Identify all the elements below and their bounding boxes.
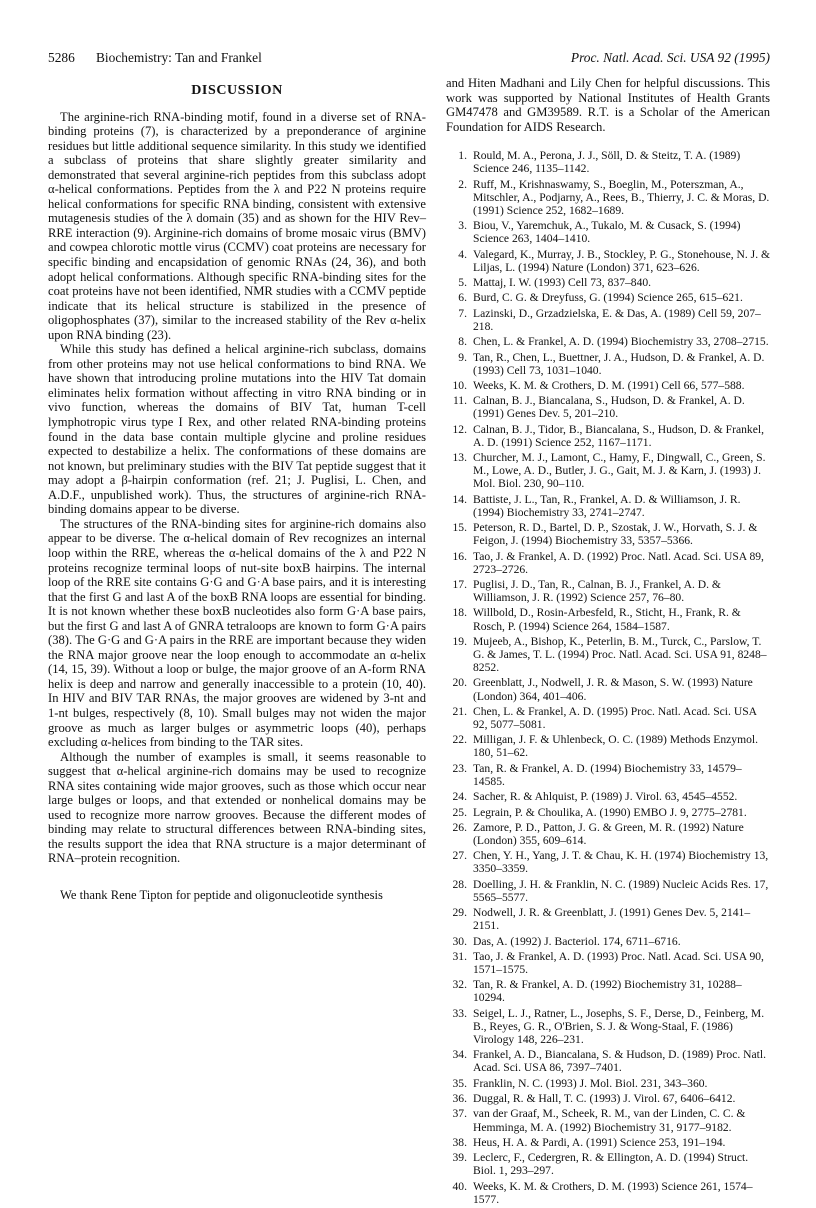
reference-number: 32. xyxy=(452,978,467,992)
reference-number: 28. xyxy=(452,877,467,891)
reference-number: 5. xyxy=(458,276,467,290)
reference-text: Churcher, M. J., Lamont, C., Hamy, F., Dingwall, C., Green, S. M., Lowe, A. D., Butler, J. G., Gait, M. J. & Karn, J. (1993) J. Mol. Biol. 230, 90–110. xyxy=(473,451,766,491)
reference-number: 30. xyxy=(452,934,467,948)
reference-item xyxy=(446,291,770,304)
reference-text: Mujeeb, A., Bishop, K., Peterlin, B. M., Turck, C., Parslow, T. G. & James, T. L. (1994) Proc. Natl. Acad. Sci. USA 91, 8248–8252. xyxy=(473,634,767,675)
reference-text: Willbold, D., Rosin-Arbesfeld, R., Sticht, H., Frank, R. & Rosch, P. (1994) Science 264, 1584–1587. xyxy=(473,606,741,633)
reference-item xyxy=(446,423,770,449)
discussion-paragraph: The structures of the RNA-binding sites for arginine-rich domains also appear to be diverse. The α-helical domain of Rev recognizes an internal loop within the RRE, whereas the α-helical domains of the λ and P22 N proteins recognize terminal loops of nut-site boxB hairpins. The internal loop of the RRE site contains G·G and G·A base pairs, and it is interesting that the first G and last A of the boxB RNA loops are essential for binding. It is not known whether these boxB nucleotides also form G·A base pairs, but the first G and last A of GNRA tetraloops are known to form G·A pairs (38). The G·G and G·A pairs in the RRE are important because they widen the RNA major groove near the loop enough to accommodate an α-helix (14, 15, 39). Without a loop or bulge, the major groove of an A-form RNA helix is deep and narrow and generally inaccessible to a protein (10, 40). In HIV and BIV TAR RNAs, the major grooves are widened by 3-nt and 1-nt bulges, respectively (8, 10). Small bulges may not widen the major groove as much as larger bulges or asymmetric loops (40), perhaps excluding α-helices from binding to the TAR sites. xyxy=(48,516,426,750)
reference-text: Puglisi, J. D., Tan, R., Calnan, B. J., Frankel, A. D. & Williamson, J. R. (1992) Science 257, 76–80. xyxy=(473,578,721,605)
reference-item xyxy=(446,606,770,632)
reference-item xyxy=(446,307,770,333)
reference-text: Tan, R., Chen, L., Buettner, J. A., Hudson, D. & Frankel, A. D. (1993) Cell 73, 1031–1040. xyxy=(473,350,765,377)
reference-number: 27. xyxy=(452,849,467,863)
reference-item xyxy=(446,1077,770,1090)
reference-number: 36. xyxy=(452,1092,467,1106)
page-number: 5286 xyxy=(48,50,75,65)
reference-number: 37. xyxy=(452,1107,467,1121)
reference-text: Sacher, R. & Ahlquist, P. (1989) J. Virol. 63, 4545–4552. xyxy=(473,790,738,804)
reference-item xyxy=(446,978,770,1004)
acknowledgment-continued: and Hiten Madhani and Lily Chen for helpful discussions. This work was supported by National Institutes of Health Grants GM47478 and GM39589. R.T. is a Scholar of the American Foundation for AIDS Research. xyxy=(446,76,770,134)
reference-text: Das, A. (1992) J. Bacteriol. 174, 6711–6716. xyxy=(473,934,681,948)
reference-item xyxy=(446,521,770,547)
reference-number: 16. xyxy=(452,549,467,563)
reference-text: Nodwell, J. R. & Greenblatt, J. (1991) Genes Dev. 5, 2141–2151. xyxy=(473,906,751,933)
reference-item xyxy=(446,149,770,175)
reference-item xyxy=(446,578,770,604)
reference-text: Milligan, J. F. & Uhlenbeck, O. C. (1989) Methods Enzymol. 180, 51–62. xyxy=(473,733,759,760)
reference-text: Legrain, P. & Choulika, A. (1990) EMBO J. 9, 2775–2781. xyxy=(473,805,747,819)
reference-number: 34. xyxy=(452,1048,467,1062)
reference-text: Calnan, B. J., Biancalana, S., Hudson, D. & Frankel, A. D. (1991) Genes Dev. 5, 201–210. xyxy=(473,394,745,421)
reference-text: Ruff, M., Krishnaswamy, S., Boeglin, M., Poterszman, A., Mitschler, A., Podjarny, A., Rees, B., Thierry, J. C. & Moras, D. (1991) Science 252, 1682–1689. xyxy=(473,177,770,217)
reference-number: 38. xyxy=(452,1135,467,1149)
reference-text: Chen, L. & Frankel, A. D. (1994) Biochemistry 33, 2708–2715. xyxy=(473,335,769,349)
reference-item xyxy=(446,550,770,576)
reference-item xyxy=(446,493,770,519)
reference-number: 20. xyxy=(452,676,467,690)
reference-text: Mattaj, I. W. (1993) Cell 73, 837–840. xyxy=(473,276,652,290)
reference-number: 13. xyxy=(452,451,467,465)
reference-text: Chen, L. & Frankel, A. D. (1995) Proc. Natl. Acad. Sci. USA 92, 5077–5081. xyxy=(473,704,757,731)
reference-number: 33. xyxy=(452,1006,467,1020)
reference-number: 35. xyxy=(452,1076,467,1090)
reference-text: Greenblatt, J., Nodwell, J. R. & Mason, S. W. (1993) Nature (London) 364, 401–406. xyxy=(473,676,753,703)
reference-item xyxy=(446,1092,770,1105)
reference-text: Valegard, K., Murray, J. B., Stockley, P. G., Stonehouse, N. J. & Liljas, L. (1994) Nature (London) 371, 623–626. xyxy=(473,247,771,274)
reference-item xyxy=(446,635,770,674)
reference-number: 17. xyxy=(452,578,467,591)
reference-number: 23. xyxy=(452,761,467,775)
discussion-paragraph: Although the number of examples is small, it seems reasonable to suggest that α-helical arginine-rich domains may be used to recognize RNA sites containing wide major grooves, such as those which occur near large bulges or loops, and that extended or nonhelical domains may be used to recognize more narrow grooves. Because the different modes of binding may relate to structural differences between RNA-binding sites, the results support the idea that RNA structure is a major determinant of RNA–protein recognition. xyxy=(48,749,426,866)
section-heading: DISCUSSION xyxy=(191,83,283,98)
reference-number: 19. xyxy=(452,634,467,648)
reference-item xyxy=(446,676,770,702)
reference-item xyxy=(446,806,770,819)
reference-item xyxy=(446,379,770,392)
reference-number: 10. xyxy=(452,378,467,392)
reference-number: 40. xyxy=(452,1179,467,1193)
reference-item xyxy=(446,906,770,932)
reference-text: Weeks, K. M. & Crothers, D. M. (1993) Science 261, 1574–1577. xyxy=(473,1179,753,1206)
reference-text: Peterson, R. D., Bartel, D. P., Szostak, J. W., Horvath, S. J. & Feigon, J. (1994) Biochemistry 33, 5357–5366. xyxy=(473,521,758,548)
reference-text: Chen, Y. H., Yang, J. T. & Chau, K. H. (1974) Biochemistry 13, 3350–3359. xyxy=(473,849,769,876)
reference-number: 12. xyxy=(452,422,467,436)
reference-item xyxy=(446,1180,770,1206)
reference-number: 6. xyxy=(458,291,467,305)
reference-text: Leclerc, F., Cedergren, R. & Ellington, A. D. (1994) Struct. Biol. 1, 293–297. xyxy=(473,1151,749,1178)
page-header xyxy=(48,50,770,68)
reference-text: Tan, R. & Frankel, A. D. (1992) Biochemistry 31, 10288–10294. xyxy=(473,978,742,1005)
reference-item xyxy=(446,849,770,875)
reference-text: Tao, J. & Frankel, A. D. (1993) Proc. Natl. Acad. Sci. USA 90, 1571–1575. xyxy=(473,949,764,977)
reference-text: Heus, H. A. & Pardi, A. (1991) Science 253, 191–194. xyxy=(473,1135,726,1149)
reference-number: 4. xyxy=(458,247,467,261)
reference-number: 8. xyxy=(458,335,467,349)
reference-list xyxy=(446,149,770,1206)
reference-item xyxy=(446,1007,770,1046)
reference-number: 9. xyxy=(458,350,467,364)
reference-number: 24. xyxy=(452,790,467,804)
reference-item xyxy=(446,451,770,490)
reference-number: 39. xyxy=(452,1151,467,1165)
reference-item xyxy=(446,335,770,348)
reference-item xyxy=(446,394,770,420)
reference-number: 31. xyxy=(452,949,467,963)
reference-number: 29. xyxy=(452,906,467,920)
reference-number: 22. xyxy=(452,733,467,747)
reference-item xyxy=(446,1107,770,1133)
reference-item xyxy=(446,705,770,731)
reference-item xyxy=(446,950,770,976)
reference-number: 3. xyxy=(458,219,467,233)
left-column xyxy=(48,84,426,903)
reference-item xyxy=(446,178,770,217)
acknowledgment-start: We thank Rene Tipton for peptide and oligonucleotide synthesis xyxy=(60,887,383,902)
reference-number: 26. xyxy=(452,820,467,834)
reference-item xyxy=(446,878,770,904)
reference-item xyxy=(446,762,770,788)
reference-text: Biou, V., Yaremchuk, A., Tukalo, M. & Cusack, S. (1994) Science 263, 1404–1410. xyxy=(473,219,741,246)
reference-text: Rould, M. A., Perona, J. J., Söll, D. & Steitz, T. A. (1989) Science 246, 1135–1142. xyxy=(473,149,741,176)
reference-item xyxy=(446,1151,770,1177)
reference-number: 14. xyxy=(452,492,467,506)
discussion-paragraph: The arginine-rich RNA-binding motif, found in a diverse set of RNA-binding proteins (7), is characterized by a preponderance of arginine residues but little additional sequence similarity. In this study we identified a subclass of proteins that share slightly greater similarity and demonstrated that several arginine-rich peptides from this subclass adopt α-helical conformations. Peptides from the λ and P22 N proteins require helical conformations for specific RNA binding, consistent with extensive mutagenesis studies of the λ domain (35) and as shown for the HIV Rev–RRE interaction (9). Arginine-rich domains of brome mosaic virus (BMV) and cowpea chlorotic mottle virus (CCMV) coat proteins are necessary for specific binding and encapsidation of genomic RNAs (24, 36), and both adopt helical conformations. Although specific RNA-binding sites for the coat proteins have not been identified, NMR studies with a CCMV peptide indicate that its helical structure is stabilized in the presence of oligophosphates (37), similar to the increased stability of the Rev α-helix upon RNA binding (23). xyxy=(48,109,426,342)
reference-text: Lazinski, D., Grzadzielska, E. & Das, A. (1989) Cell 59, 207–218. xyxy=(473,306,761,333)
reference-text: Tao, J. & Frankel, A. D. (1992) Proc. Natl. Acad. Sci. USA 89, 2723–2726. xyxy=(473,549,764,576)
reference-item xyxy=(446,790,770,803)
reference-number: 15. xyxy=(452,521,467,535)
reference-number: 7. xyxy=(458,306,467,320)
reference-item xyxy=(446,276,770,289)
reference-text: Frankel, A. D., Biancalana, S. & Hudson, D. (1989) Proc. Natl. Acad. Sci. USA 86, 7397–7401. xyxy=(473,1048,767,1075)
reference-text: Burd, C. G. & Dreyfuss, G. (1994) Science 265, 615–621. xyxy=(473,291,743,305)
reference-item xyxy=(446,219,770,245)
reference-item xyxy=(446,351,770,377)
reference-text: Zamore, P. D., Patton, J. G. & Green, M. R. (1992) Nature (London) 355, 609–614. xyxy=(473,820,744,847)
reference-text: Doelling, J. H. & Franklin, N. C. (1989) Nucleic Acids Res. 17, 5565–5577. xyxy=(473,877,769,904)
reference-text: Weeks, K. M. & Crothers, D. M. (1991) Cell 66, 577–588. xyxy=(473,378,745,392)
reference-item xyxy=(446,1048,770,1074)
reference-number: 18. xyxy=(452,606,467,620)
reference-number: 25. xyxy=(452,805,467,819)
reference-text: Battiste, J. L., Tan, R., Frankel, A. D. & Williamson, J. R. (1994) Biochemistry 33, 2741–2747. xyxy=(473,492,741,519)
reference-item xyxy=(446,821,770,847)
reference-number: 11. xyxy=(452,394,467,408)
running-head-right: Proc. Natl. Acad. Sci. USA 92 (1995) xyxy=(570,50,770,65)
reference-item xyxy=(446,1136,770,1149)
reference-item xyxy=(446,248,770,274)
reference-text: Calnan, B. J., Tidor, B., Biancalana, S., Hudson, D. & Frankel, A. D. (1991) Science 252, 1167–1171. xyxy=(473,422,764,449)
reference-number: 21. xyxy=(452,704,467,718)
right-column xyxy=(446,76,770,1208)
reference-text: Franklin, N. C. (1993) J. Mol. Biol. 231, 343–360. xyxy=(473,1076,708,1090)
reference-number: 1. xyxy=(458,149,467,163)
discussion-paragraph: While this study has defined a helical arginine-rich subclass, domains from other proteins may not use helical conformations to bind RNA. We have shown that introducing proline mutations into the HIV Tat domain eliminates helix formation without affecting in vitro RNA binding or in vivo function, whereas the domains of BIV Tat, human T-cell lymphotropic virus type I Rex, and other related RNA-binding proteins found in the data base contain multiple glycine and proline residues expected to destabilize a helix. The conformations of these domains are not known, but preliminary studies with the BIV Tat peptide suggest that it may adopt a β-hairpin conformation (ref. 21; J. Puglisi, L. Chen, and A.D.F., unpublished work). Thus, the structures of arginine-rich RNA-binding domains appear to be diverse. xyxy=(48,342,426,517)
reference-text: Seigel, L. J., Ratner, L., Josephs, S. F., Derse, D., Feinberg, M. B., Reyes, G. R., O'Brien, S. J. & Wong-Staal, F. (1986) Virology 148, 226–231. xyxy=(473,1006,765,1046)
reference-item xyxy=(446,733,770,759)
reference-number: 2. xyxy=(458,177,467,191)
reference-item xyxy=(446,935,770,948)
reference-text: van der Graaf, M., Scheek, R. M., van der Linden, C. C. & Hemminga, M. A. (1992) Biochemistry 31, 9177–9182. xyxy=(473,1107,746,1134)
running-head-left: Biochemistry: Tan and Frankel xyxy=(96,50,262,65)
reference-text: Tan, R. & Frankel, A. D. (1994) Biochemistry 33, 14579–14585. xyxy=(473,761,742,788)
reference-text: Duggal, R. & Hall, T. C. (1993) J. Virol. 67, 6406–6412. xyxy=(473,1092,736,1106)
